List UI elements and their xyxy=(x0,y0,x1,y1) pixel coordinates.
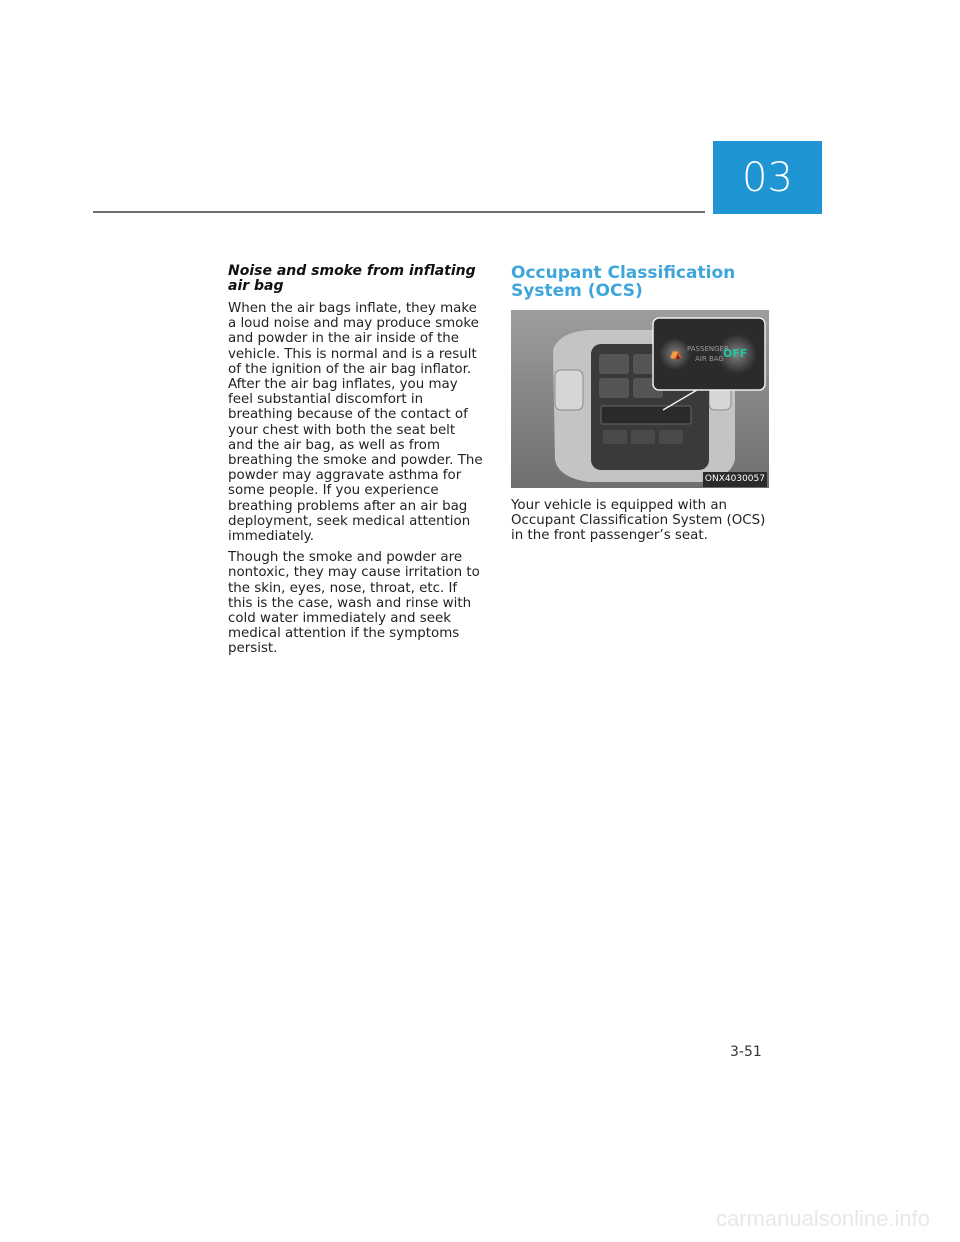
passenger-seat-icon: ⛺ xyxy=(669,347,683,360)
left-map-light xyxy=(555,370,583,410)
right-column xyxy=(511,264,773,550)
console-button-2 xyxy=(631,430,655,444)
console-button-3 xyxy=(659,430,683,444)
inset-airbag-label: AIR BAG xyxy=(695,355,724,363)
ocs-figure xyxy=(511,310,769,488)
sunroof-button-1 xyxy=(599,354,629,374)
console-button-1 xyxy=(603,430,627,444)
sunroof-button-3 xyxy=(599,378,629,398)
paragraph-noise: When the air bags inflate, they make a loud noise and may produce smoke and powder in the air inside of the vehicle. This is normal and is a result of the ignition of the air bag inflator. After the air bag inflates, you may feel substantial discomfort in breathing because of the contact of your chest with both the seat belt and the air bag, as well as from breathing the smoke and powder. The powder may aggravate asthma for some people. If you experience breathing problems after an air bag deployment, seek medical attention immediately. xyxy=(228,301,483,545)
inset-off-indicator: OFF xyxy=(723,347,748,360)
overhead-console-illustration xyxy=(511,310,769,488)
ocs-indicator-panel xyxy=(601,406,691,424)
page-number: 3-51 xyxy=(730,1044,762,1060)
inset-passenger-label: PASSENGER xyxy=(687,345,729,353)
chapter-tab xyxy=(713,141,822,214)
watermark: carmanualsonline.info xyxy=(715,1206,930,1231)
header-divider xyxy=(93,211,705,213)
paragraph-ocs: Your vehicle is equipped with an Occupant Classification System (OCS) in the front passenger’s seat. xyxy=(511,498,766,544)
paragraph-smoke: Though the smoke and powder are nontoxic, they may cause irritation to the skin, eyes, nose, throat, etc. If this is the case, wash and rinse with cold water immediately and seek medical attention if the symptoms persist. xyxy=(228,550,480,657)
figure-caption: ONX4030057 xyxy=(703,472,767,487)
chapter-number: 03 xyxy=(742,154,793,201)
section-title-ocs: Occupant Classification System (OCS) xyxy=(511,263,736,301)
left-column xyxy=(228,264,484,663)
subheading-noise-smoke: Noise and smoke from inflating air bag xyxy=(228,263,476,294)
